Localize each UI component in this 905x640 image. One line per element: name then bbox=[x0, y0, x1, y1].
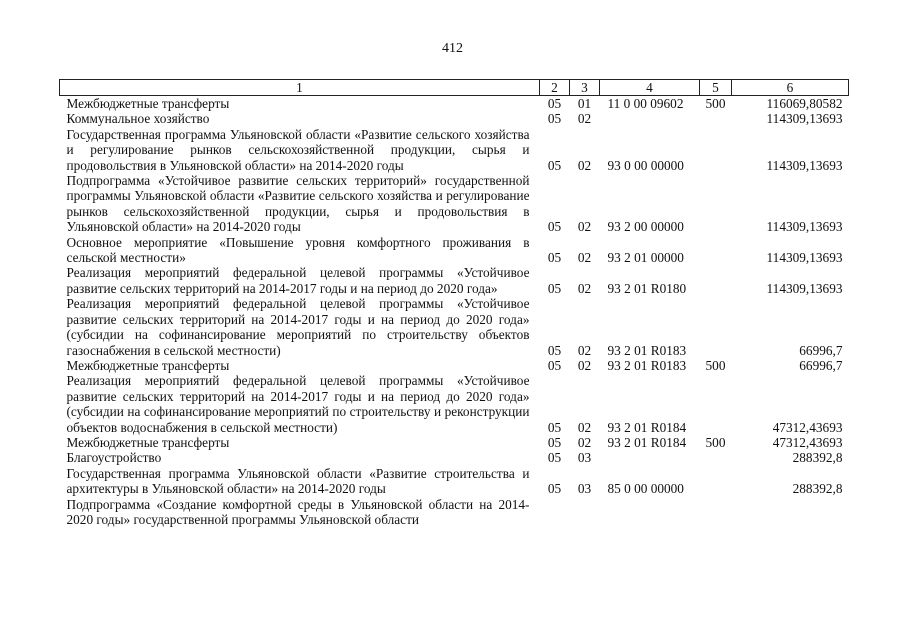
row-section: 05 bbox=[547, 357, 562, 373]
row-amount: 114309,13693 bbox=[766, 219, 843, 235]
row-amount: 114309,13693 bbox=[766, 111, 843, 127]
table-row bbox=[60, 466, 849, 497]
row-section: 05 bbox=[547, 280, 562, 296]
row-name: Реализация мероприятий федеральной целевой программы «Устойчивое развитие сельских территорий на 2014-2017 годы и на период до 2020 года» (субсидии на софинансирование мероприятий по строительству и реконструкции объектов водоснабжения в сельской местности) bbox=[66, 373, 530, 435]
row-subsection: 02 bbox=[577, 342, 592, 358]
row-target-code: 93 2 01 R0184 bbox=[607, 434, 687, 450]
row-expense-type bbox=[700, 466, 732, 497]
row-section: 05 bbox=[547, 481, 562, 497]
table-body bbox=[60, 96, 849, 528]
row-subsection: 02 bbox=[577, 157, 592, 173]
row-expense-type bbox=[700, 111, 732, 126]
table-row bbox=[60, 435, 849, 450]
row-amount: 66996,7 bbox=[799, 342, 843, 358]
budget-table bbox=[59, 79, 849, 527]
row-name: Государственная программа Ульяновской области «Развитие сельского хозяйства и регулирование рынков сельскохозяйственной продукции, сырья и продовольствия в Ульяновской области» на 2014-2020 годы bbox=[66, 126, 530, 173]
row-target-code: 93 2 01 R0183 bbox=[607, 342, 687, 358]
page-number: 412 bbox=[442, 41, 463, 56]
row-expense-type: 500 bbox=[705, 357, 726, 373]
row-name: Межбюджетные трансферты bbox=[66, 357, 230, 373]
row-target-code: 93 2 01 00000 bbox=[607, 250, 684, 266]
row-section: 05 bbox=[547, 450, 562, 466]
row-target-code bbox=[600, 111, 700, 126]
row-amount: 114309,13693 bbox=[766, 250, 843, 266]
row-subsection: 02 bbox=[577, 434, 592, 450]
row-name: Коммунальное хозяйство bbox=[66, 111, 210, 127]
row-section bbox=[540, 497, 570, 528]
row-expense-type bbox=[700, 265, 732, 296]
row-amount: 47312,43693 bbox=[772, 419, 843, 435]
row-subsection: 03 bbox=[577, 450, 592, 466]
row-target-code: 93 2 01 R0183 bbox=[607, 357, 687, 373]
row-target-code: 93 2 01 R0184 bbox=[607, 419, 687, 435]
row-name: Подпрограмма «Устойчивое развитие сельских территорий» государственной программы Ульяновской области «Развитие сельского хозяйства и регулирование рынков сельскохозяйственной продукции, сырья и продовольствия в Ульяновской области» на 2014-2020 годы bbox=[66, 173, 530, 235]
table-row bbox=[60, 111, 849, 126]
header-rz: 2 bbox=[540, 80, 570, 96]
table-row bbox=[60, 497, 849, 528]
row-subsection: 02 bbox=[577, 250, 592, 266]
row-section: 05 bbox=[547, 111, 562, 127]
row-amount: 116069,80582 bbox=[766, 96, 843, 111]
row-name: Реализация мероприятий федеральной целевой программы «Устойчивое развитие сельских территорий на 2014-2017 годы и на период до 2020 года» (субсидии на софинансирование мероприятий по строительству объектов газоснабжения в сельской местности) bbox=[66, 296, 530, 358]
row-target-code: 93 0 00 00000 bbox=[607, 157, 684, 173]
row-subsection: 02 bbox=[577, 419, 592, 435]
row-name: Межбюджетные трансферты bbox=[66, 434, 230, 450]
header-csr: 4 bbox=[600, 80, 700, 96]
header-name: 1 bbox=[60, 80, 540, 96]
row-expense-type bbox=[700, 296, 732, 358]
row-amount: 66996,7 bbox=[799, 357, 843, 373]
table-row bbox=[60, 265, 849, 296]
table-row bbox=[60, 96, 849, 112]
row-target-code: 93 2 01 R0180 bbox=[607, 280, 687, 296]
row-target-code bbox=[600, 497, 700, 528]
row-target-code bbox=[600, 450, 700, 465]
row-amount: 114309,13693 bbox=[766, 157, 843, 173]
row-section: 05 bbox=[547, 219, 562, 235]
row-target-code: 11 0 00 09602 bbox=[607, 96, 684, 111]
row-target-code: 93 2 00 00000 bbox=[607, 219, 684, 235]
row-expense-type bbox=[700, 173, 732, 235]
row-name: Межбюджетные трансферты bbox=[66, 96, 230, 111]
row-expense-type bbox=[700, 450, 732, 465]
row-name: Основное мероприятие «Повышение уровня комфортного проживания в сельской местности» bbox=[66, 234, 530, 266]
row-name: Благоустройство bbox=[66, 450, 162, 466]
row-amount: 114309,13693 bbox=[766, 280, 843, 296]
row-amount bbox=[732, 497, 849, 528]
row-name: Подпрограмма «Создание комфортной среды в Ульяновской области на 2014-2020 годы» государственной программы Ульяновской области bbox=[66, 496, 530, 527]
row-name: Государственная программа Ульяновской области «Развитие строительства и архитектуры в Ульяновской области» на 2014-2020 годы bbox=[66, 465, 530, 497]
row-section: 05 bbox=[547, 342, 562, 358]
table-row bbox=[60, 450, 849, 465]
row-amount: 288392,8 bbox=[792, 450, 843, 466]
table-row bbox=[60, 296, 849, 358]
table-row bbox=[60, 235, 849, 266]
row-section: 05 bbox=[547, 434, 562, 450]
row-expense-type bbox=[700, 497, 732, 528]
row-subsection: 02 bbox=[577, 219, 592, 235]
row-amount: 47312,43693 bbox=[772, 434, 843, 450]
row-name: Реализация мероприятий федеральной целевой программы «Устойчивое развитие сельских территорий на 2014-2017 годы и на период до 2020 года» bbox=[66, 265, 530, 296]
header-prz: 3 bbox=[570, 80, 600, 96]
table-row bbox=[60, 127, 849, 173]
row-expense-type bbox=[700, 127, 732, 173]
row-section: 05 bbox=[547, 96, 562, 111]
budget-table-container bbox=[59, 79, 848, 527]
row-subsection: 02 bbox=[577, 357, 592, 373]
row-subsection: 01 bbox=[577, 96, 592, 111]
table-row bbox=[60, 373, 849, 435]
row-expense-type: 500 bbox=[705, 434, 726, 450]
table-header bbox=[60, 80, 849, 96]
row-expense-type: 500 bbox=[705, 96, 726, 111]
row-expense-type bbox=[700, 373, 732, 435]
row-subsection: 02 bbox=[577, 280, 592, 296]
row-subsection bbox=[570, 497, 600, 528]
header-vr: 5 bbox=[700, 80, 732, 96]
table-row bbox=[60, 173, 849, 235]
row-subsection: 03 bbox=[577, 481, 592, 497]
row-section: 05 bbox=[547, 250, 562, 266]
row-target-code: 85 0 00 00000 bbox=[607, 481, 684, 497]
row-amount: 288392,8 bbox=[792, 481, 843, 497]
row-section: 05 bbox=[547, 157, 562, 173]
row-section: 05 bbox=[547, 419, 562, 435]
table-row bbox=[60, 358, 849, 373]
header-row bbox=[60, 80, 849, 96]
row-expense-type bbox=[700, 235, 732, 266]
row-subsection: 02 bbox=[577, 111, 592, 127]
header-sum: 6 bbox=[732, 80, 849, 96]
